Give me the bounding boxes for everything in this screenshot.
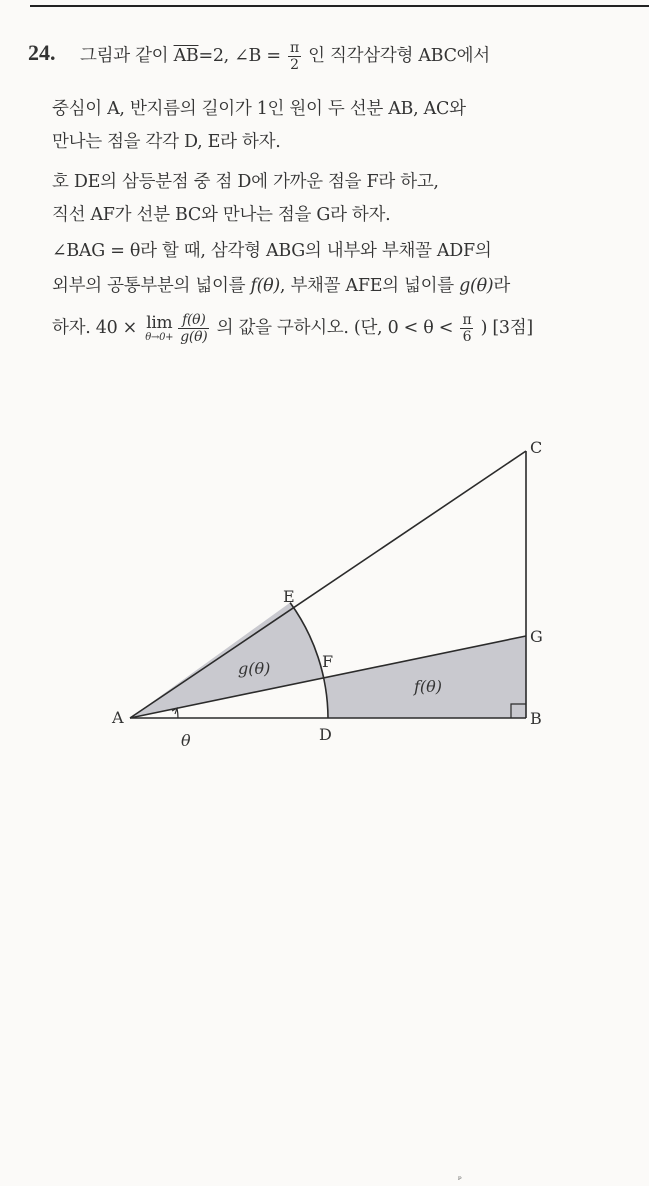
label-b: B <box>530 709 542 728</box>
label-g: G <box>530 627 543 646</box>
line1-text-b: =2, ∠B = <box>198 46 287 66</box>
g-theta: g(θ) <box>459 276 494 296</box>
question-line-4: 호 DE의 삼등분점 중 점 D에 가까운 점을 F라 하고, <box>52 172 439 192</box>
label-c: C <box>530 438 543 457</box>
stray-mark: ᵖ <box>458 1175 462 1185</box>
frac-num-f: f(θ) <box>178 312 209 329</box>
question-number: 24. <box>28 40 56 65</box>
line8-text-a: 하자. 40 × <box>52 318 143 338</box>
question-line-5: 직선 AF가 선분 BC와 만나는 점을 G라 하자. <box>52 205 391 225</box>
label-f-theta: f(θ) <box>414 677 443 696</box>
label-d: D <box>319 725 332 744</box>
frac-num: π <box>290 40 299 56</box>
line1-text-c: 인 직각삼각형 ABC에서 <box>302 46 490 66</box>
frac-den: 2 <box>290 57 299 73</box>
lim-subscript: θ→0+ <box>145 331 174 343</box>
line1-text-a: 그림과 같이 <box>80 46 174 66</box>
label-f: F <box>322 652 334 671</box>
question-line-6: ∠BAG = θ라 할 때, 삼각형 ABG의 내부와 부채꼴 ADF의 <box>52 241 492 261</box>
line8-text-b: 의 값을 구하시오. (단, 0 < θ < <box>211 318 459 338</box>
theta-angle-arc <box>177 708 178 718</box>
line7-text-c: 라 <box>493 276 510 296</box>
label-a: A <box>112 708 124 727</box>
label-e: E <box>283 587 295 606</box>
frac-num-pi: π <box>462 312 472 328</box>
label-g-theta: g(θ) <box>238 659 271 678</box>
lim-word: lim <box>146 312 173 333</box>
frac-den-g: g(θ) <box>180 329 208 345</box>
question-line-3: 만나는 점을 각각 D, E라 하자. <box>52 132 281 152</box>
frac-den-6: 6 <box>462 329 472 345</box>
f-theta: f(θ) <box>250 276 280 296</box>
line8-text-c: ) [3점] <box>475 318 533 338</box>
segment-ab: $\overline{AB}$ <box>173 46 199 66</box>
line7-text-b: , 부채꼴 AFE의 넓이를 <box>279 276 460 296</box>
line7-text-a: 외부의 공통부분의 넓이를 <box>52 276 251 296</box>
question-line-2: 중심이 A, 반지름의 길이가 1인 원이 두 선분 AB, AC와 <box>52 99 466 119</box>
sector-afe-shaded <box>130 603 325 718</box>
label-theta: θ <box>181 731 191 750</box>
